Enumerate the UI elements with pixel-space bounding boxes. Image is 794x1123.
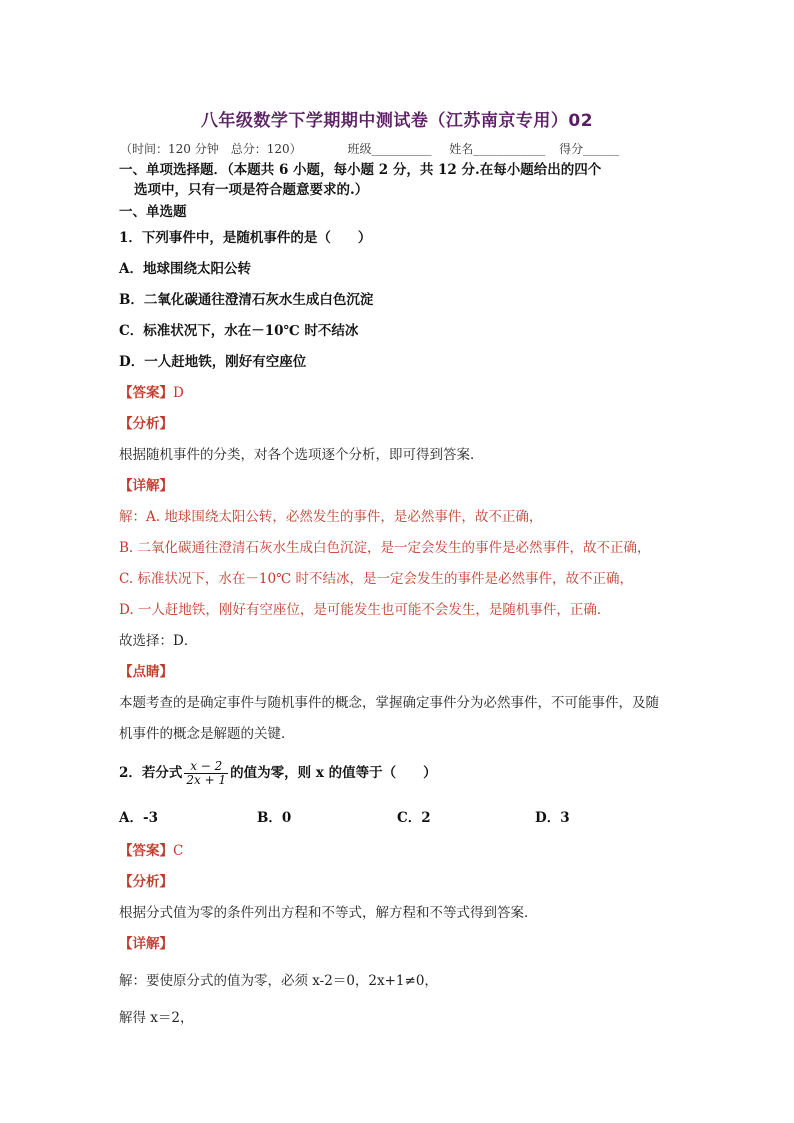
question-1-comment-line-1: 本题考查的是确定事件与随机事件的概念，掌握确定事件分为必然事件，不可能事件，及随 xyxy=(119,695,659,711)
section-subheader: 一、单选题 xyxy=(119,204,187,220)
question-2-detail-line-2: 解得 x＝2， xyxy=(119,1010,194,1026)
question-1-option-b: B．二氧化碳通往澄清石灰水生成白色沉淀 xyxy=(119,292,374,308)
question-2-option-d: D．3 xyxy=(535,810,570,826)
answer-tag: 【答案】 xyxy=(119,385,173,401)
question-2-detail-tag: 【详解】 xyxy=(119,936,173,952)
question-2-option-a: A．-3 xyxy=(119,810,158,826)
question-1-conclusion: 故选择：D． xyxy=(119,633,198,649)
question-2-analysis: 根据分式值为零的条件列出方程和不等式，解方程和不等式得到答案． xyxy=(119,905,538,921)
question-1-comment-tag: 【点睛】 xyxy=(119,664,173,680)
fraction-numerator: x − 2 xyxy=(184,760,228,774)
time-score-info: （时间：120 分钟 总分：120） xyxy=(120,142,302,156)
question-1-detail-line: B. 二氧化碳通往澄清石灰水生成白色沉淀，是一定会发生的事件是必然事件，故不正确， xyxy=(119,540,651,556)
page-title: 八年级数学下学期期中测试卷（江苏南京专用）02 xyxy=(200,111,594,131)
question-1-analysis: 根据随机事件的分类，对各个选项逐个分析，即可得到答案． xyxy=(119,447,484,463)
exam-meta xyxy=(120,140,619,157)
question-1-option-d: D．一人赶地铁，刚好有空座位 xyxy=(119,354,307,370)
question-1-detail-line: C. 标准状况下，水在－10℃ 时不结冰，是一定会发生的事件是必然事件，故不正确， xyxy=(119,571,634,587)
fraction-denominator: 2x + 1 xyxy=(186,773,227,787)
question-2-stem-post: 的值为零，则 x 的值等于（ ） xyxy=(230,765,437,781)
question-1-analysis-tag: 【分析】 xyxy=(119,416,173,432)
answer-tag: 【答案】 xyxy=(119,843,173,859)
question-1-detail-tag: 【详解】 xyxy=(119,478,173,494)
question-1-option-a: A．地球围绕太阳公转 xyxy=(119,261,251,277)
question-2-stem xyxy=(119,760,437,787)
section-header-line-2: 选项中，只有一项是符合题意要求的.） xyxy=(134,182,369,198)
section-header-line-1: 一、单项选择题．（本题共 6 小题，每小题 2 分，共 12 分.在每小题给出的四个 xyxy=(119,162,602,178)
answer-value: D xyxy=(173,385,184,401)
score-field: 得分______ xyxy=(559,142,620,156)
question-2-detail-line-1: 解：要使原分式的值为零，必须 x-2＝0，2x+1≠0， xyxy=(119,973,438,989)
name-field: 姓名____________ xyxy=(449,142,546,156)
question-2-stem-pre: 2．若分式 xyxy=(119,765,183,781)
question-1-comment-line-2: 机事件的概念是解题的关键． xyxy=(119,726,295,742)
class-field: 班级__________ xyxy=(347,142,432,156)
answer-value: C xyxy=(173,843,184,859)
question-2-analysis-tag: 【分析】 xyxy=(119,874,173,890)
question-1-option-c: C．标准状况下，水在－10℃ 时不结冰 xyxy=(119,323,359,339)
question-2-answer xyxy=(119,842,183,860)
question-2-option-b: B．0 xyxy=(257,810,292,826)
question-1-answer xyxy=(119,384,184,402)
question-1-detail-line: D. 一人赶地铁，刚好有空座位，是可能发生也可能不会发生，是随机事件，正确． xyxy=(119,602,611,618)
fraction-expression xyxy=(184,760,228,787)
question-2-option-c: C．2 xyxy=(397,810,431,826)
question-1-detail-line: 解：A. 地球围绕太阳公转，必然发生的事件，是必然事件，故不正确， xyxy=(119,509,543,525)
question-1-stem: 1．下列事件中，是随机事件的是（ ） xyxy=(119,230,372,246)
